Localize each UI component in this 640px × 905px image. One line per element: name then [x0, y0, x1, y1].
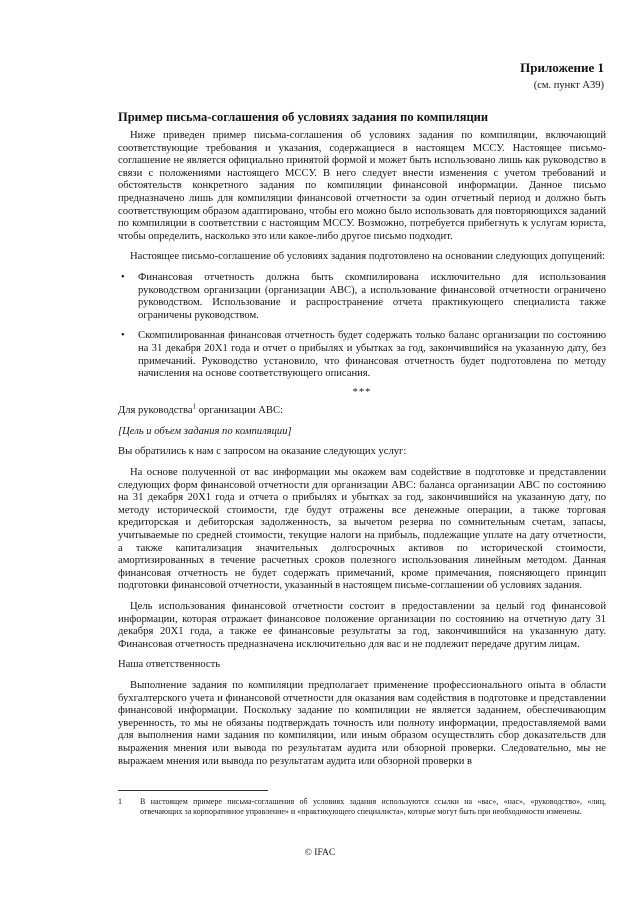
footnote — [118, 797, 606, 817]
purpose-heading: [Цель и объем задания по компиляции] — [118, 425, 292, 437]
request-text: Вы обратились к нам с запросом на оказание следующих услуг: — [118, 446, 407, 458]
addressee-text: Для руководства — [118, 405, 193, 417]
section-separator: *** — [352, 386, 372, 398]
assumption-item — [118, 330, 606, 380]
document-body — [118, 130, 606, 776]
addressee-tail: организации ABC: — [196, 405, 284, 417]
letter-paragraph: Цель использования финансовой отчетности состоит в предоставлении за целый год финансовой информации, которая отражает финансовое положение организации по состоянию на отчетную дату 31 декабря 20X1 года, а также ее финансовые результаты за год, закончившийся на указанную дату. Финансовая отчетность предназначена исключительно для вас и не подлежит передаче другим лицам. — [118, 601, 606, 650]
assumption-item — [118, 272, 606, 322]
copyright-notice: © IFAC — [304, 848, 336, 858]
assumption-text: Финансовая отчетность должна быть скомпилирована исключительно для использования руководством организации (организации ABC), а использование финансовой отчетности ограничено руководством. Использование и распространение отчета практикующего специалиста также ограничены руководством. — [138, 271, 606, 321]
assumptions-list — [118, 272, 606, 381]
assumption-text: Скомпилированная финансовая отчетность будет содержать только баланс организации по состоянию на 31 декабря 20X1 года и отчет о прибылях и убытках за год, закончившийся на указанную дату, без примечаний. Руководство установило, что финансовая отчетность будет подготовлена по методу начисления на основе соответствующего описания. — [138, 330, 606, 380]
appendix-title: Приложение 1 — [520, 60, 604, 75]
footnote-divider — [118, 790, 268, 791]
bullet-icon: • — [121, 330, 125, 342]
footnote-mark: 1 — [118, 797, 122, 806]
footnote-reference[interactable]: 1 — [192, 402, 197, 411]
addressee-line — [118, 402, 606, 418]
document-title: Пример письма-соглашения об условиях задания по компиляции — [118, 110, 489, 124]
bullet-icon: • — [121, 271, 125, 283]
footnote-text: В настоящем примере письма-соглашения об условиях задания используются ссылки на «вас», «нас», «руководство», «лиц, отвечающих за корпоративное управление» и «практикующего специалиста», которые могут быть при необходимости изменены. — [140, 797, 606, 816]
responsibility-paragraph: Выполнение задания по компиляции предполагает применение профессионального опыта в области бухгалтерского учета и финансовой отчетности для оказания вам содействия в подготовке и представлении финансовой информации. Поскольку задание по компиляции не является заданием, обеспечивающим уверенность, то мы не обязаны подтверждать точность или полноту информации, предоставляемой вами для выполнения нами задания по компиляции, или иным образом осуществлять сбор доказательств для выражения мнения или вывода по результатам аудита или обзорной проверки. Следовательно, мы не выражаем мнения или вывода по результатам аудита или обзорной проверки в — [118, 679, 606, 767]
letter-paragraph: На основе полученной от вас информации мы окажем вам содействие в подготовке и представлении следующих форм финансовой отчетности для организации ABC: баланса организации ABC по состоянию на 31 декабря 20X1 года и отчета о прибылях и убытках за год, закончившийся на указанную дату, по методу исторической стоимости, где будут отражены все денежные операции, а также торговая кредиторская и дебиторская задолженность, за вычетом резерва по сомнительным счетам, запасы, учитываемые по средней стоимости, текущие налоги на прибыль, подлежащие уплате на дату отчетности, а также капитализация значительных долгосрочных активов по исторической стоимости, амортизированных в течение расчетных сроков полезного использования линейным методом. Данная финансовая отчетность не будет содержать примечаний, кроме примечания, поясняющего принцип подготовки финансовой отчетности, указанный в настоящем письме-соглашении об условиях задания. — [118, 467, 606, 592]
appendix-reference: (см. пункт A39) — [533, 80, 604, 91]
assumptions-lead: Настоящее письмо-соглашение об условиях задания подготовлено на основании следующих допущений: — [130, 251, 606, 263]
intro-paragraph: Ниже приведен пример письма-соглашения об условиях задания по компиляции, включающий соответствующие требования и указания, содержащиеся в настоящем МССУ. Настоящее письмо-соглашение не является официально принятой формой и может быть использовано лишь как руководство в связи с положениями настоящего МССУ. В него следует внести изменения с учетом требований и обстоятельств конкретного задания по компиляции финансовой информации. Данное письмо предназначено лишь для компиляции финансовой отчетности за один отчетный период и должно быть соответствующим образом адаптировано, чтобы его можно было использовать для повторяющихся заданий по компиляции в соответствии с настоящим МССУ. Возможно, потребуется прибегнуть к услугам юриста, чтобы определить, насколько это или какое-либо другое письмо подходит. — [118, 130, 606, 242]
responsibility-heading: Наша ответственность — [118, 659, 221, 671]
